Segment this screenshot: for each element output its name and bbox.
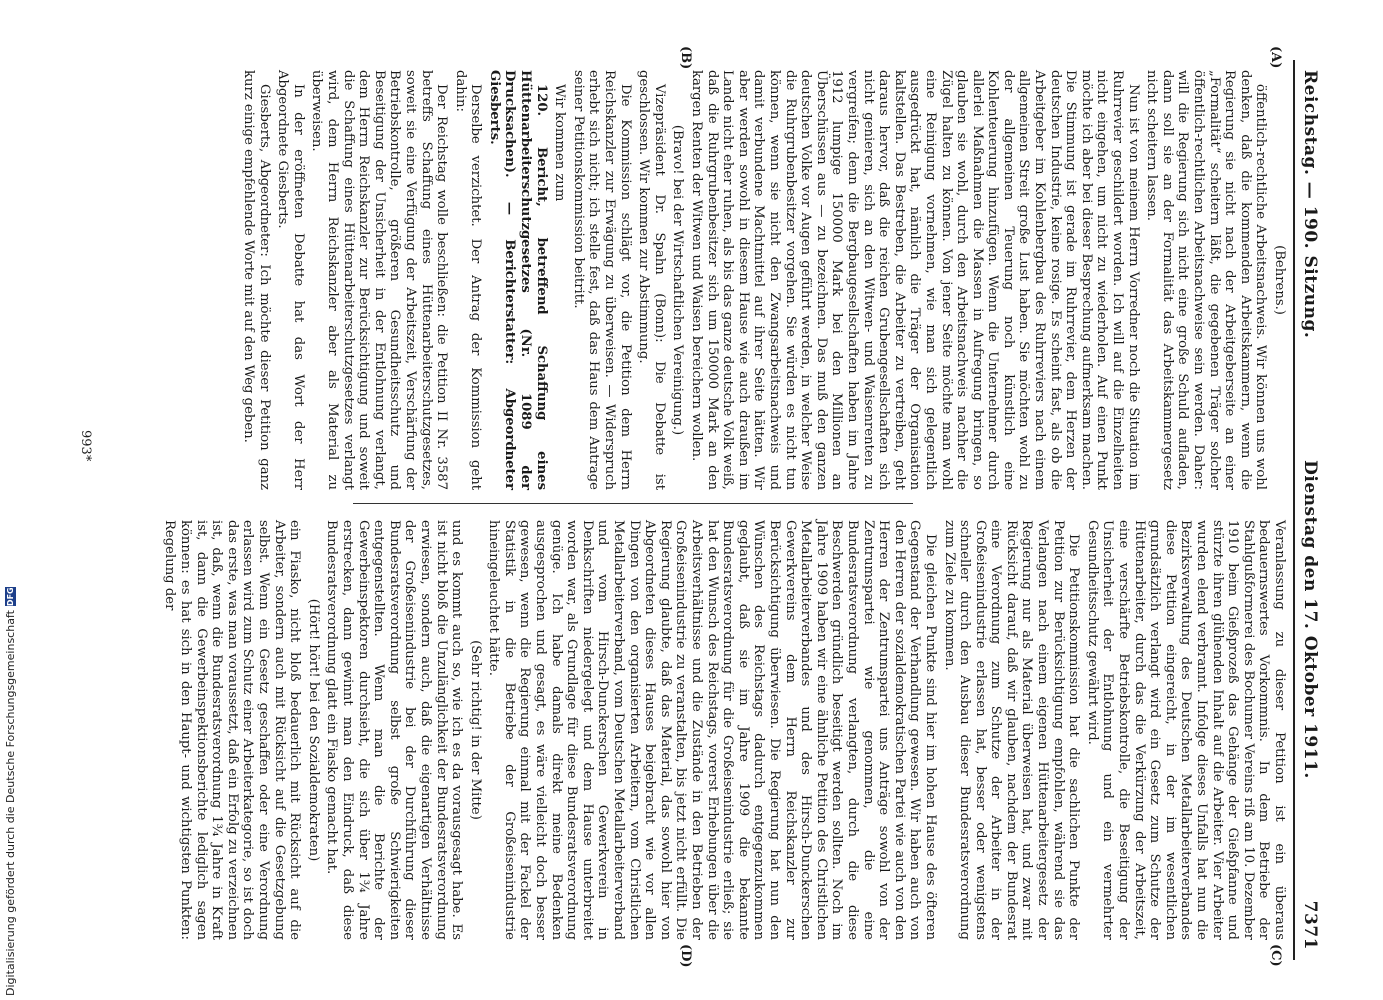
- margin-letter-a: (A): [1268, 46, 1283, 69]
- motion-text: Der Reichstag wolle beschließen: die Petition II Nr. 3587 betreffs Schaffung eines Hüttenarbeiterschutzgesetzes, soweit sie eine Verfügung der Arbeitszeit, Verschärfung der Betriebskontrolle, größeren Gesundheitsschutz und Beseitigung der Unsicherheit in der Entlohnung verlangt, dem Herrn Reichskanzler zur Berücksichtigung und soweit die Schaffung eines Hüttenarbeiterschutzgesetzes verlangt wird, dem Herrn Reichskanzler aber als Material zu überweisen.: [309, 70, 450, 490]
- interjection: (Hört! hört! bei den Sozialdemokraten): [305, 598, 321, 862]
- paragraph: Vizepräsident Dr. Spahn (Bonn): Die Debatte ist geschlossen. Wir kommen zur Abstimmung.: [636, 70, 667, 490]
- paragraph: Nun ist von meinem Herrn Vorredner noch die Situation im Ruhrrevier geschildert worden. Ich will auf die Einzelheiten nicht eingehen, um nicht zu wiederholen. Auf einen Punkt möchte ich aber bei dieser Besprechung aufmerksam machen. Die Stimmung ist gerade im Ruhrrevier, dem Herzen der deutschen Industrie, keine rosige. Es scheint fast, als ob die Arbeitgeber im Kohlenbergbau des Ruhrreviers nach einem allgemeinen Streit große Lust haben. Sie möchten wohl zu der allgemeinen Teuerung noch künstlich eine Kohlenteuerung hinzufügen. Wenn die Unternehmer durch allerlei Maßnahmen die Massen in Aufregung bringen, so glauben sie wohl, durch den Arbeitsnachweis nachher die Zügel halten zu können. Von jener Seite möchte man wohl eine Reinigung vornehmen, wie man sich gelegentlich ausgedrückt hat, nämlich die Träger der Organisation kaltstellen. Das Bestreben, die Arbeiter zu vertreiben, geht daraus hervor, daß die reichen Grubengesellschaften sich nicht genieren, sich an den Witwen- und Waisenrenten zu vergreifen; denn die Bergbaugesellschaften haben im Jahre 1912 lumpige 150000 Mark bei den Millionen an Überschüssen aus — zu bezeichnen. Das muß den ganzen deutschen Volke vor Augen geführt werden, in welcher Weise die Ruhrgrubenbesitzer vorgehen. Sie würden es nicht tun können, wenn sie nicht den Zwangsarbeitsnachweis und damit verbundene Machtmittel auf ihrer Seite hätten. Wir aber werden sowohl in diesem Hause wie auch draußen im Lande nicht eher ruhen, als bis das ganze deutsche Volk weiß, daß die Ruhrgrubenbesitzer sich um 150000 Mark an den kargen Renten der Witwen und Waisen bereichern wollen.: [689, 70, 1141, 490]
- dfg-logo: DFG: [6, 587, 15, 607]
- right-column: [159, 520, 1287, 940]
- margin-letter-c: (C): [1268, 944, 1283, 967]
- interjection: (Sehr richtig! in der Mitte): [467, 640, 483, 820]
- report-heading: 120. Bericht, betreffend Schaffung eines Hüttenarbeiterschutzgesetzes (Nr. 1089 der Drucksachen). — Berichterstatter: Abgeordneter Giesberts.: [486, 70, 549, 490]
- paragraph: ein Fiasko, nicht bloß bedauerlich mit Rücksicht auf die Arbeiter, sondern auch mit Rücksicht auf die Gesetzgebung selbst. Wenn ein Gesetz geschaffen oder eine Verordnung erlassen wird zum Schutz einer Arbeiterkategorie, so ist doch das erste, was man voraussetzt, daß ein Erfolg zu verzeichnen ist, daß, wenn die Bundesratsverordnung 1¾ Jahre in Kraft ist, dann die Gewerbeinspektionsberichte lediglich sagen können: es hat sich in den Haupt- und wichtigsten Punkten: Regelung der: [162, 520, 303, 940]
- column-divider: [353, 503, 913, 504]
- page-header: [1297, 70, 1323, 950]
- interjection: (Bravo! bei der Wirtschaftlichen Vereinigung.): [670, 124, 686, 436]
- paragraph: Wir kommen zum: [552, 84, 568, 202]
- paragraph: Giesberts, Abgeordneter: Ich möchte dieser Petition ganz kurz einige empfehlende Worte mit auf den Weg geben.: [241, 70, 272, 490]
- digitization-credit: [4, 587, 18, 996]
- paragraph: Derselbe verzichtet. Der Antrag der Kommission geht dahin:: [452, 70, 484, 490]
- credit-text: Digitalisierung gefördert durch die Deutsche Forschungsgemeinschaft: [4, 610, 17, 996]
- header-left: Reichstag. — 190. Sitzung.: [1300, 70, 1320, 339]
- left-column: [237, 70, 1287, 490]
- header-rule: [1293, 60, 1295, 960]
- paragraph: In der eröffneten Debatte hat das Wort der Herr Abgeordnete Giesberts.: [275, 70, 306, 490]
- paragraph: und es kommt auch so, wie ich es da vorausgesagt habe. Es ist nicht bloß die Unzulänglichkeit der Bundesratsverordnung erwiesen, sondern auch, daß die eigenartigen Verhältnisse der Großeisenindustrie bei der Durchführung dieser Bundesratsverordnung selbst große Schwierigkeiten entgegenstellten. Wenn man die Berichte der Gewerbeinspektoren durchsieht, die sich über 1¾ Jahre erstrecken, dann gewinnt man den Eindruck, daß diese Bundesratsverordnung glatt ein Fiasko gemacht hat.: [324, 520, 465, 940]
- paragraph: Die gleichen Punkte sind hier im hohen Hause des öfteren Gegenstand der Verhandlung gewesen. Wir haben auch von den Herren der sozialdemokratischen Partei wie auch von den Herren der Zentrumspartei uns Anträge sowohl von der Zentrumspartei wie genommen, die eine Bundesratsverordnung verlangten, durch die diese Beschwerden gründlich beseitigt werden sollten. Noch im Jahre 1909 haben wir eine ähnliche Petition des Christlichen Metallarbeiterverbandes und des Hirsch-Dunckerschen Gewerkvereins dem Herrn Reichskanzler zur Berücksichtigung überwiesen. Die Regierung hat nun den Wünschen des Reichstags dadurch entgegenzukommen geglaubt, daß sie im Jahre 1909 die bekannte Bundesratsverordnung für die Großeisenindustrie erließ; sie hat den Wunsch des Reichstags, vorerst Erhebungen über die Arbeitsverhältnisse und die Zustände in den Betrieben der Großeisenindustrie zu veranstalten, bis jetzt nicht erfüllt. Die Regierung glaubte, daß das Material, das sowohl hier von Abgeordneten dieses Hauses beigebracht wie vor allen Dingen von den organisierten Arbeitern, vom Christlichen Metallarbeiterverband, vom Deutschen Metallarbeiterverband und vom Hirsch-Dunckerschen Gewerkverein in Denkschriften niedergelegt und dem Hause unterbreitet worden war, als Grundlage für diese Bundesratsverordnung genüge. Ich habe damals direkt meine Bedenken ausgesprochen und gesagt, es wäre vielleicht doch besser gewesen, wenn die Regierung einmal mit der Fackel der Statistik in die Betriebe der Großeisenindustrie hineingeleuchtet hätte.: [486, 520, 938, 940]
- margin-letter-d: (D): [678, 944, 693, 968]
- speaker-tag: (Behrens.): [1272, 245, 1287, 315]
- paragraph: Die Kommission schlägt vor, die Petition dem Herrn Reichskanzler zur Erwägung zu überweisen. — Widerspruch erhebt sich nicht; ich stelle fest, daß das Haus dem Antrage seiner Petitionskommission beitritt.: [570, 70, 633, 490]
- page-number: 7371: [1300, 900, 1320, 950]
- paragraph: Die Petitionskommission hat die sachlichen Punkte der Petition zur Berücksichtigung empfohlen, während sie das Verlangen nach einem eigenen Hüttenarbeitergesetz der Regierung nur als Material überweisen hat, und zwar mit Rücksicht darauf, daß wir glauben, nachdem der Bundesrat eine Verordnung zum Schutze der Arbeiter in der Großeisenindustrie erlassen hat, besser oder wenigstens schneller durch den Ausbau dieser Bundesratsverordnung zum Ziele zu kommen.: [941, 520, 1082, 940]
- paragraph: öffentlich-rechtliche Arbeitsnachweis. Wir können uns wohl denken, daß die kommenden Arbeitskammern, wenn die Regierung sie nicht nach der Arbeitgeberseite an einer „Formalität“ scheitern läßt, die gegebenen Träger solcher öffentlich-rechtlichen Arbeitsnachweise sein werden. Daher: will die Regierung sich nicht eine große Schuld aufladen, dann soll sie an der Formalität das Arbeitskammergesetz nicht scheitern lassen.: [1144, 70, 1269, 490]
- header-right: Dienstag den 17. Oktober 1911.: [1300, 460, 1320, 779]
- paragraph: Veranlassung zu dieser Petition ist ein überaus bedauernswertes Vorkommnis. In dem Betriebe der Stahlgußformerei des Bochumer Vereins riß am 10. Dezember 1910 beim Gießprozeß das Gehänge der Gießpfanne und stürzte ihren glühenden Inhalt auf die Arbeiter. Vier Arbeiter wurden elend verbrannt. Infolge dieses Unfalls hat nun die Bezirksverwaltung des Deutschen Metallarbeiterverbandes diese Petition eingereicht, in der im wesentlichen grundsätzlich verlangt wird ein Gesetz zum Schutze der Hüttenarbeiter, durch das die Verkürzung der Arbeitszeit, eine verschärfte Betriebskontrolle, die Beseitigung der Unsicherheit der Entlohnung und ein vermehrter Gesundheitsschutz gewährt wird.: [1084, 520, 1287, 940]
- footer-signature: 993*: [78, 430, 93, 462]
- margin-letter-b: (B): [678, 46, 693, 70]
